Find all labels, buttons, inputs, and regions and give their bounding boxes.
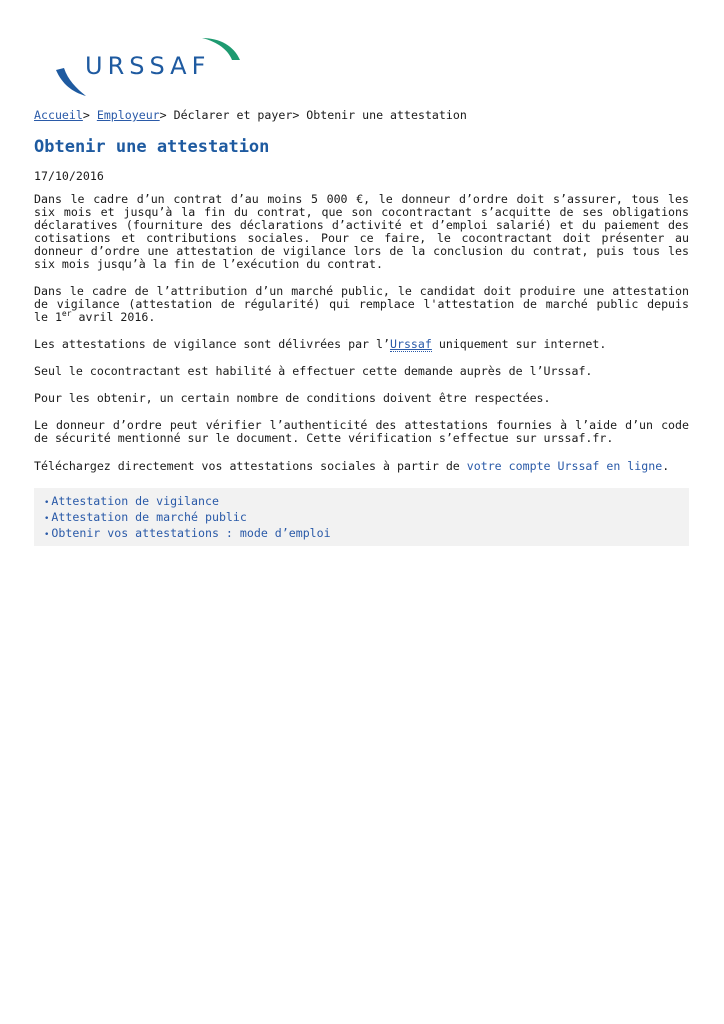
paragraph-conditions [34, 392, 689, 405]
related-links-box [34, 488, 689, 546]
related-links-list [34, 488, 689, 542]
paragraph-delivrance [34, 338, 689, 351]
paragraph-text: Les attestations de vigilance sont délivrées par l’ [34, 337, 390, 351]
bullet-icon: • [44, 498, 50, 508]
breadcrumb-separator: > [159, 108, 174, 122]
paragraph-text-end: avril 2016. [71, 310, 156, 324]
paragraph-contrat [34, 193, 689, 271]
logo-blue-swoosh [56, 68, 86, 96]
paragraph-telechargement [34, 460, 689, 473]
paragraph-text-end: uniquement sur internet. [431, 337, 607, 351]
related-link-marche-public[interactable] [44, 510, 689, 526]
related-link-mode-emploi[interactable] [44, 526, 689, 542]
paragraph-cocontractant [34, 365, 689, 378]
paragraph-text: Le donneur d’ordre peut vérifier l’authenticité des attestations fournies à l’aide d’un code de sécurité mentionné sur le document. Cette vérification s’effectue sur urssaf.fr. [34, 418, 689, 445]
breadcrumb [34, 109, 467, 122]
paragraph-text: Dans le cadre d’un contrat d’au moins 5 000 €, le donneur d’ordre doit s’assurer, tous les six mois et jusqu’à la fin du contrat, que son cocontractant s’acquitte de ses obligations déclaratives (fourniture des déclarations d’activité et d’emploi salarié) et du paiement des cotisations et contributions sociales. Pour ce faire, le cocontractant doit présenter au donneur d’ordre une attestation de vigilance lors de la conclusion du contrat, puis tous les six mois jusqu’à la fin de l’exécution du contrat. [34, 192, 689, 271]
related-link-label[interactable]: Attestation de vigilance [51, 494, 219, 508]
breadcrumb-link-accueil[interactable]: Accueil [34, 108, 83, 122]
paragraph-text: Pour les obtenir, un certain nombre de conditions doivent être respectées. [34, 391, 551, 405]
paragraph-text: Téléchargez directement vos attestations sociales à partir de [34, 459, 467, 473]
page-title: Obtenir une attestation [34, 137, 270, 157]
urssaf-glossary-link[interactable]: Urssaf [389, 337, 432, 351]
related-link-label[interactable]: Obtenir vos attestations : mode d’emploi [51, 526, 331, 540]
logo-text: URSSAF [85, 52, 211, 80]
paragraph-text-end: . [662, 459, 670, 473]
bullet-icon: • [44, 530, 50, 540]
paragraph-verification [34, 419, 689, 445]
related-link-vigilance[interactable] [44, 494, 689, 510]
related-link-label[interactable]: Attestation de marché public [51, 510, 247, 524]
paragraph-text: Dans le cadre de l’attribution d’un marché public, le candidat doit produire une attestation de vigilance (attestation de régularité) qui remplace l'attestation de marché public depuis le 1 [34, 284, 689, 324]
breadcrumb-item-declarer: Déclarer et payer [173, 108, 293, 122]
breadcrumb-current: Obtenir une attestation [306, 108, 467, 122]
paragraph-text: Seul le cocontractant est habilité à effectuer cette demande auprès de l’Urssaf. [34, 364, 593, 378]
superscript-er: er [61, 309, 72, 318]
compte-en-ligne-link[interactable]: votre compte Urssaf en ligne [466, 459, 663, 473]
breadcrumb-separator: > [82, 108, 97, 122]
paragraph-marche-public [34, 285, 689, 324]
breadcrumb-separator: > [292, 108, 307, 122]
bullet-icon: • [44, 514, 50, 524]
publication-date: 17/10/2016 [34, 169, 104, 183]
breadcrumb-link-employeur[interactable]: Employeur [96, 108, 160, 122]
